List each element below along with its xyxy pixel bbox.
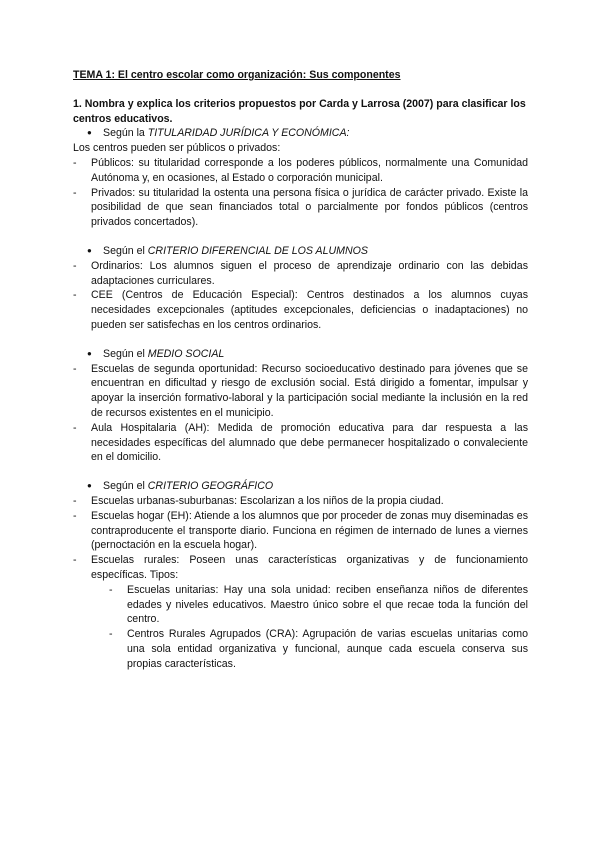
criterion-list-titularidad bbox=[73, 156, 528, 230]
list-item: - Escuelas de segunda oportunidad: Recurso socioeducativo destinado para jóvenes que se encuentran en dificultad y riesgo de exclusión social. Está dirigido a fomentar, impulsar y apoyar la inserción formativo-laboral y la participación social mediante la inclusión en la red de recursos existentes en el municipio. bbox=[73, 362, 528, 421]
criterion-list-medio-social bbox=[73, 362, 528, 466]
sub-list-item: - Centros Rurales Agrupados (CRA): Agrupación de varias escuelas unitarias como una sola entidad organizativa y funcional, aunque cada escuela conserva sus propias características. bbox=[73, 627, 528, 671]
sub-list-escuelas-rurales bbox=[73, 583, 528, 672]
criterion-list-geografico bbox=[73, 494, 528, 583]
list-item: - Escuelas hogar (EH): Atiende a los alumnos que por proceder de zonas muy diseminadas es contraproducente el transporte diario. Funciona en régimen de internado de lunes a viernes (pernoctación en la escuela hogar). bbox=[73, 509, 528, 553]
criterion-list-alumnos bbox=[73, 259, 528, 333]
criterion-heading-alumnos: ● Según el CRITERIO DIFERENCIAL DE LOS ALUMNOS bbox=[73, 244, 528, 259]
criterion-heading-medio-social: ● Según el MEDIO SOCIAL bbox=[73, 347, 528, 362]
list-item: - Privados: su titularidad la ostenta una persona física o jurídica de carácter privado. Existe la posibilidad de que sean financiados total o parcialmente por fondos públicos (centros privados concertados). bbox=[73, 186, 528, 230]
sub-list-item: - Escuelas unitarias: Hay una sola unidad: reciben enseñanza niños de diferentes edades y niveles educativos. Maestro único sobre el que recae toda la función del centro. bbox=[73, 583, 528, 627]
list-item: - CEE (Centros de Educación Especial): Centros destinados a los alumnos cuyas necesidades excepcionales (aptitudes excepcionales, deficiencias o inadaptaciones) no pueden ser satisfechas en los centros ordinarios. bbox=[73, 288, 528, 332]
question-heading: 1. Nombra y explica los criterios propuestos por Carda y Larrosa (2007) para clasificar los centros educativos. bbox=[73, 97, 526, 125]
criterion-heading-titularidad: ● Según la TITULARIDAD JURÍDICA Y ECONÓMICA: bbox=[73, 126, 528, 141]
list-item: - Aula Hospitalaria (AH): Medida de promoción educativa para dar respuesta a las necesidades específicas del alumnado que debe permanecer hospitalizado o convaleciente en el domicilio. bbox=[73, 421, 528, 465]
list-item: - Escuelas rurales: Poseen unas características organizativas y de funcionamiento específicas. Tipos: bbox=[73, 553, 528, 583]
section-intro: Los centros pueden ser públicos o privados: bbox=[73, 142, 281, 155]
list-item: - Ordinarios: Los alumnos siguen el proceso de aprendizaje ordinario con las debidas adaptaciones curriculares. bbox=[73, 259, 528, 289]
list-item: - Públicos: su titularidad corresponde a los poderes públicos, normalmente una Comunidad Autónoma y, en ocasiones, al Estado o corporación municipal. bbox=[73, 156, 528, 186]
document-title: TEMA 1: El centro escolar como organización: Sus componentes bbox=[73, 69, 401, 81]
list-item: - Escuelas urbanas-suburbanas: Escolarizan a los niños de la propia ciudad. bbox=[73, 494, 528, 509]
document-body bbox=[73, 68, 528, 671]
criterion-heading-geografico: ● Según el CRITERIO GEOGRÁFICO bbox=[73, 479, 528, 494]
